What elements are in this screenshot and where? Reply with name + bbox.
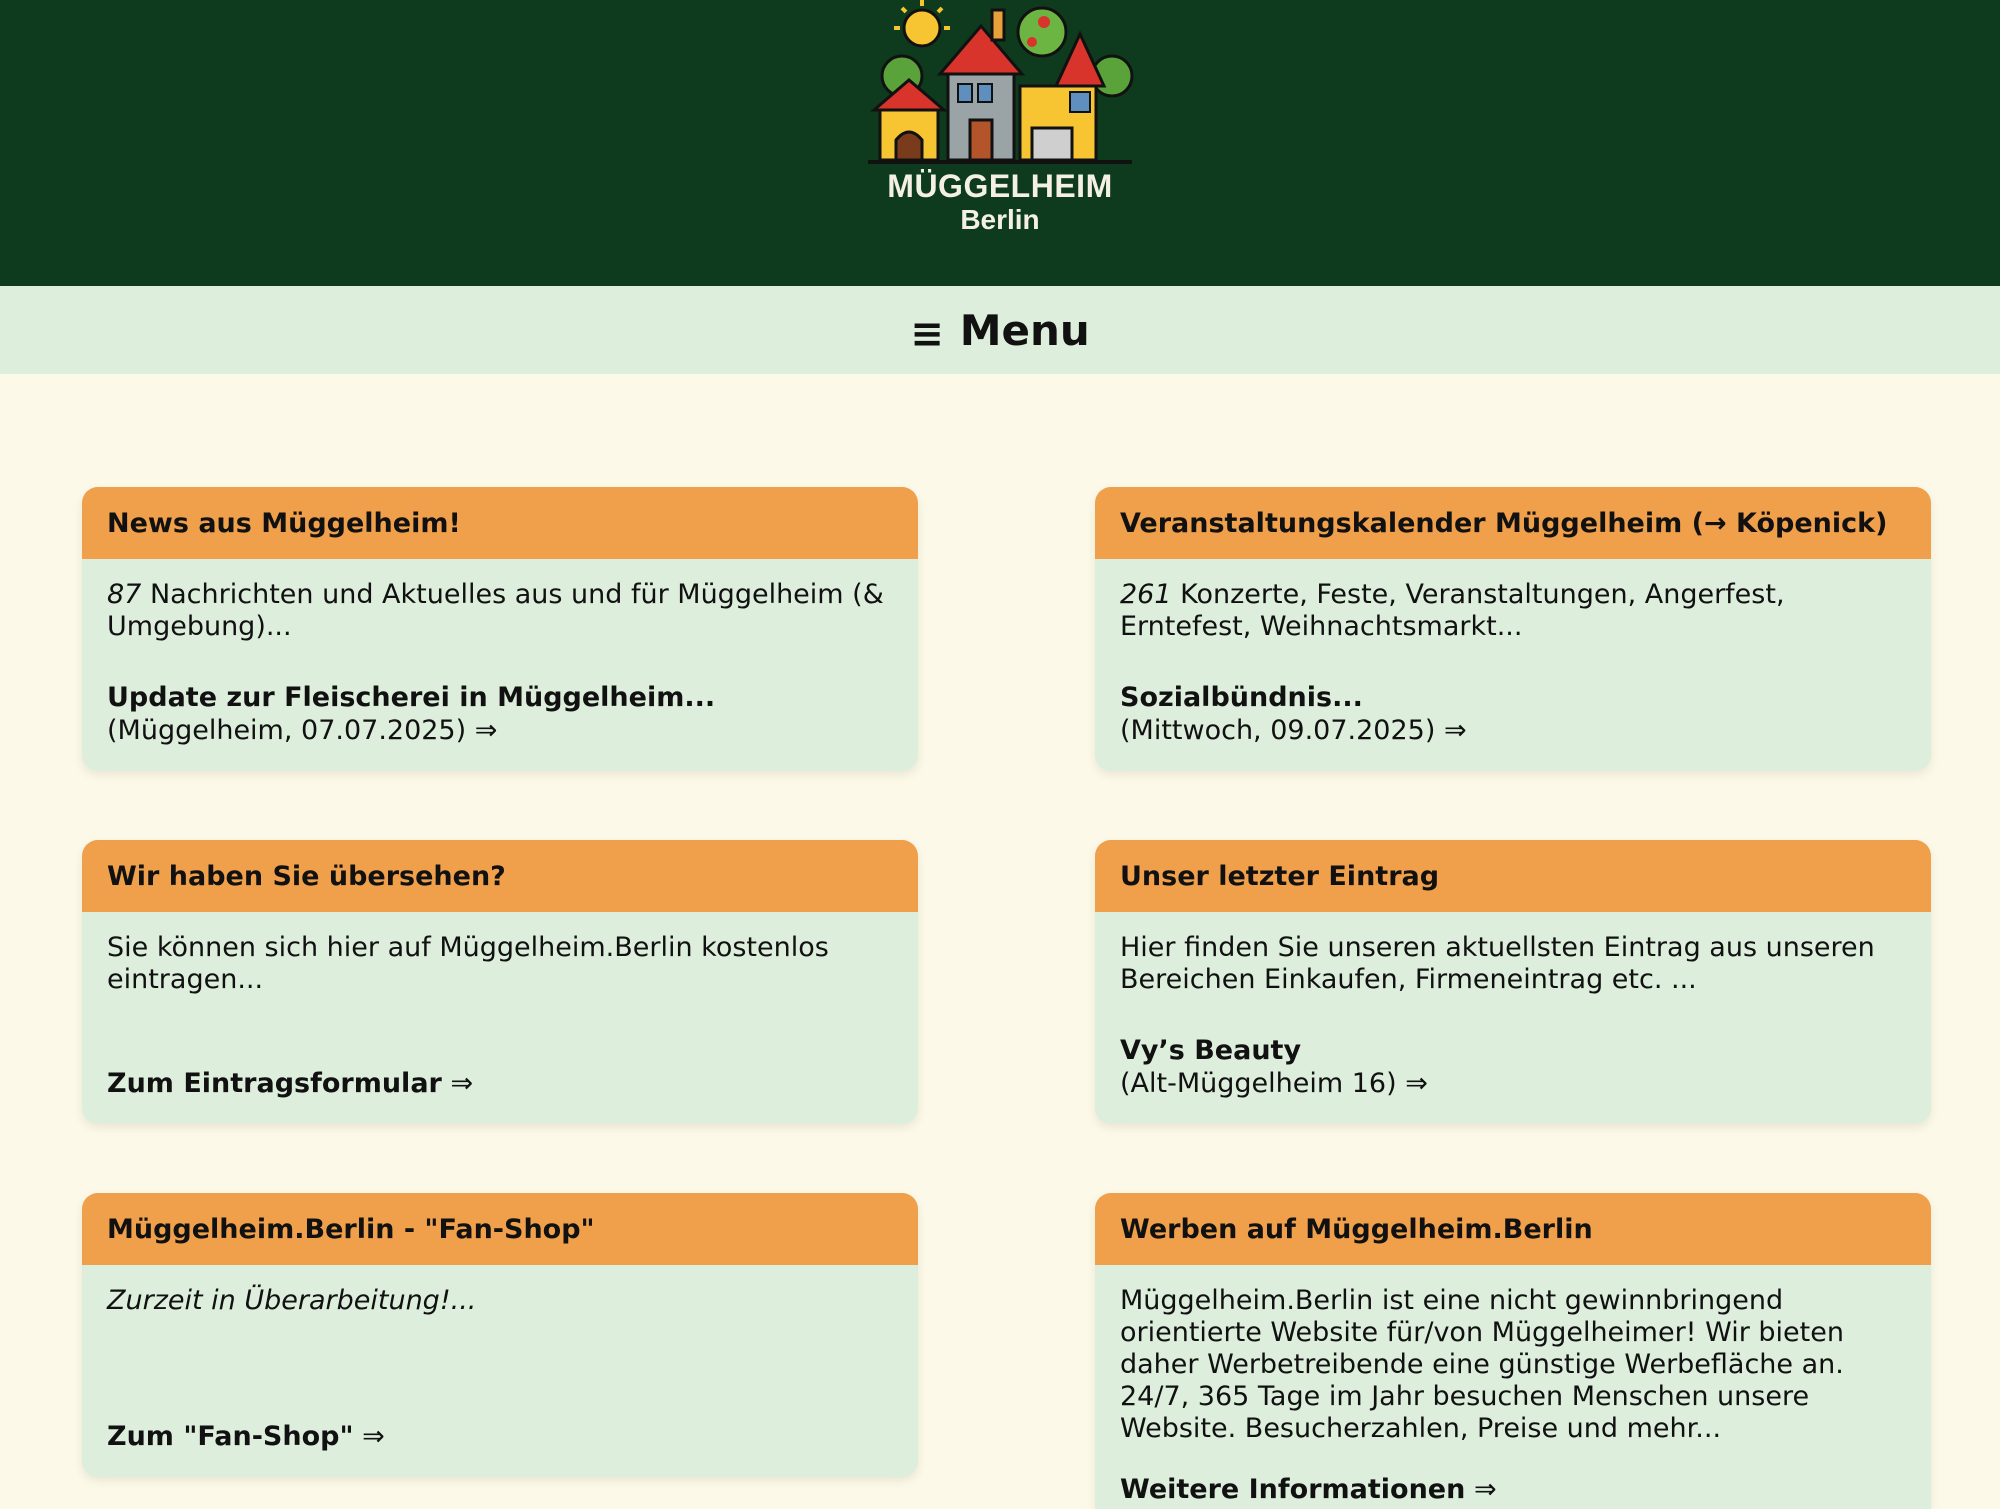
events-count: 261 — [1120, 579, 1172, 610]
register-card — [82, 840, 918, 1124]
fan-shop-link-label[interactable]: Zum "Fan-Shop" — [107, 1421, 354, 1452]
news-card-title: News aus Müggelheim! — [82, 487, 918, 559]
site-header — [0, 0, 2000, 286]
register-form-link[interactable] — [107, 1067, 473, 1100]
news-latest-meta: (Müggelheim, 07.07.2025) — [107, 715, 467, 746]
hamburger-icon: ≡ — [910, 311, 944, 357]
events-latest-title[interactable]: Sozialbündnis... — [1120, 682, 1363, 713]
fan-shop-link[interactable] — [107, 1420, 385, 1453]
arrow-right-icon: ⇒ — [362, 1421, 385, 1452]
advertise-card-title: Werben auf Müggelheim.Berlin — [1095, 1193, 1931, 1265]
latest-entry-card — [1095, 840, 1931, 1124]
arrow-right-icon: ⇒ — [1473, 1474, 1497, 1505]
news-card-description: 87 Nachrichten und Aktuelles aus und für Müggelheim (& Umgebung)... — [107, 579, 884, 642]
latest-entry-title[interactable]: Vy’s Beauty — [1120, 1035, 1302, 1066]
site-logo[interactable] — [860, 0, 1140, 250]
logo-subtitle: Berlin — [960, 204, 1040, 235]
advertise-card — [1095, 1193, 1931, 1509]
news-card — [82, 487, 918, 771]
advertise-link-label[interactable]: Weitere Informationen — [1120, 1474, 1466, 1505]
village-houses-logo — [860, 0, 1140, 170]
advertise-info-link[interactable] — [1120, 1473, 1906, 1506]
arrow-right-icon: ⇒ — [1443, 715, 1467, 746]
events-card — [1095, 487, 1931, 771]
events-latest-link[interactable] — [1120, 681, 1467, 747]
logo-title: MÜGGELHEIM — [887, 168, 1113, 204]
latest-entry-link[interactable] — [1120, 1034, 1428, 1100]
register-card-title: Wir haben Sie übersehen? — [82, 840, 918, 912]
fan-shop-card-title: Müggelheim.Berlin - "Fan-Shop" — [82, 1193, 918, 1265]
events-latest-meta: (Mittwoch, 09.07.2025) — [1120, 715, 1436, 746]
fan-shop-status: Zurzeit in Überarbeitung!... — [107, 1285, 477, 1316]
latest-entry-description: Hier finden Sie unseren aktuellsten Eintrag aus unseren Bereichen Einkaufen, Firmeneintrag etc. ... — [1120, 932, 1875, 995]
advertise-card-description: Müggelheim.Berlin ist eine nicht gewinnbringend orientierte Website für/von Müggelheimer! Wir bieten daher Werbetreibende eine günstige Werbefläche an. 24/7, 365 Tage im Jahr besuchen Menschen unsere Website. Besucherzahlen, Preise und mehr... — [1120, 1285, 1844, 1444]
arrow-right-icon: ⇒ — [1405, 1068, 1428, 1099]
news-latest-link[interactable] — [107, 681, 715, 747]
menu-label: Menu — [959, 305, 1090, 355]
fan-shop-card — [82, 1193, 918, 1477]
menu-toggle-button[interactable] — [0, 286, 2000, 374]
events-card-title: Veranstaltungskalender Müggelheim (→ Köpenick) — [1095, 487, 1931, 559]
latest-entry-meta: (Alt-Müggelheim 16) — [1120, 1068, 1397, 1099]
register-link-label[interactable]: Zum Eintragsformular — [107, 1068, 442, 1099]
latest-entry-card-title: Unser letzter Eintrag — [1095, 840, 1931, 912]
arrow-right-icon: ⇒ — [474, 715, 498, 746]
arrow-right-icon: ⇒ — [450, 1068, 474, 1099]
events-card-description: 261 Konzerte, Feste, Veranstaltungen, Angerfest, Erntefest, Weihnachtsmarkt... — [1120, 579, 1785, 642]
register-card-description: Sie können sich hier auf Müggelheim.Berlin kostenlos eintragen... — [107, 932, 829, 995]
news-latest-title[interactable]: Update zur Fleischerei in Müggelheim... — [107, 682, 716, 713]
news-count: 87 — [107, 579, 142, 610]
